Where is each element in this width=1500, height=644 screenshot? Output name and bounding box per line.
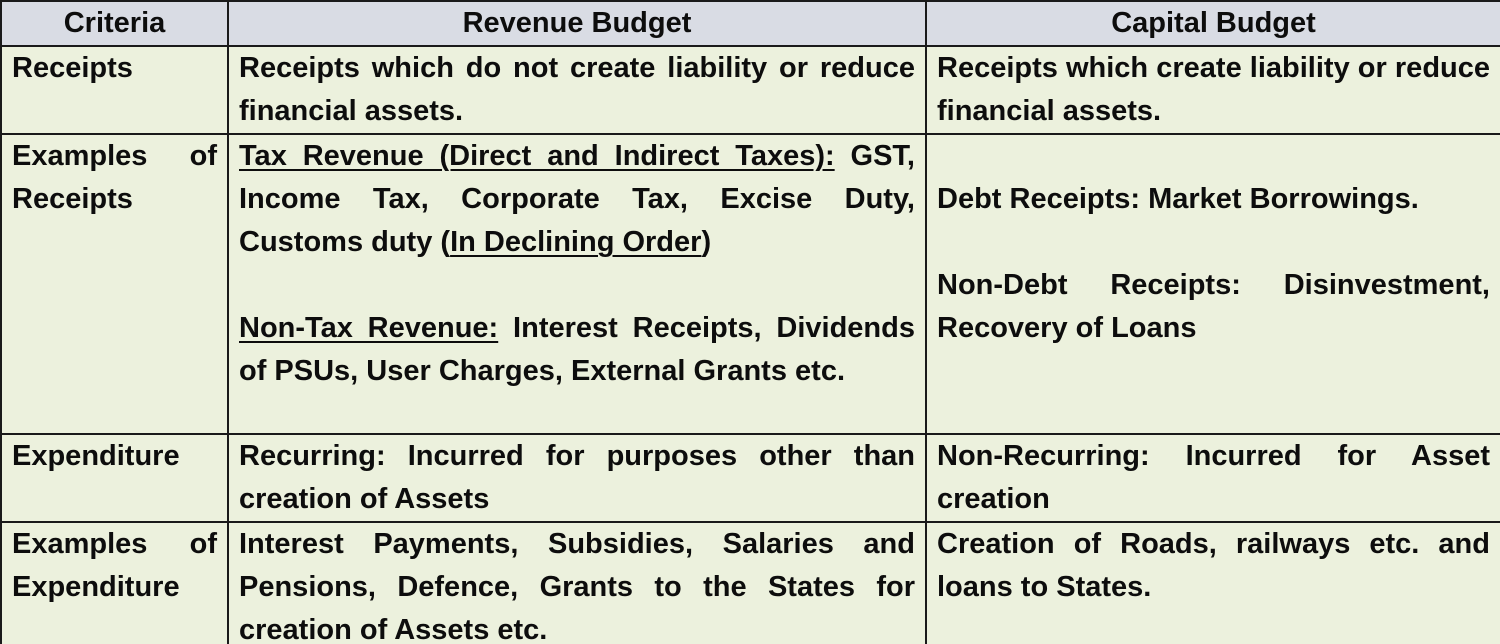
non-tax-revenue-items: Interest Receipts, Dividends of PSUs, User Charges, External Grants etc. [239, 312, 915, 387]
revenue-examples-of-receipts [228, 134, 926, 434]
criteria-examples-of-receipts: Examples of Receipts [1, 134, 228, 434]
capital-expenditure: Non-Recurring: Incurred for Asset creation [926, 434, 1500, 522]
paragraph-spacer [937, 221, 1490, 264]
capital-examples-of-receipts [926, 134, 1500, 434]
revenue-examples-of-expenditure: Interest Payments, Subsidies, Salaries and Pensions, Defence, Grants to the States for creation of Assets etc. [228, 522, 926, 644]
tax-revenue-heading: Tax Revenue (Direct and Indirect Taxes): [239, 140, 835, 172]
table-row-examples-of-expenditure [1, 522, 1500, 644]
tax-revenue-close: ) [701, 226, 712, 258]
header-capital-budget: Capital Budget [926, 1, 1500, 46]
declining-order-note: In Declining Order [450, 226, 702, 258]
non-tax-revenue-paragraph [239, 307, 915, 393]
header-revenue-budget: Revenue Budget [228, 1, 926, 46]
revenue-receipts: Receipts which do not create liability or reduce financial assets. [228, 46, 926, 134]
capital-examples-of-expenditure: Creation of Roads, railways etc. and loans to States. [926, 522, 1500, 644]
debt-receipts-text: Debt Receipts: Market Borrowings. [937, 183, 1419, 215]
header-criteria: Criteria [1, 1, 228, 46]
non-tax-revenue-heading: Non-Tax Revenue: [239, 312, 499, 344]
non-debt-receipts-text: Non-Debt Receipts: Disinvestment, Recovery of Loans [937, 269, 1490, 344]
capital-receipts: Receipts which create liability or reduce financial assets. [926, 46, 1500, 134]
tax-revenue-items: GST, Income Tax, Corporate Tax, Excise Duty, Customs duty ( [239, 140, 915, 258]
revenue-expenditure: Recurring: Incurred for purposes other than creation of Assets [228, 434, 926, 522]
table-row-receipts [1, 46, 1500, 134]
tax-revenue-paragraph [239, 135, 915, 264]
criteria-receipts: Receipts [1, 46, 228, 134]
criteria-examples-of-expenditure: Examples of Expenditure [1, 522, 228, 644]
paragraph-spacer [239, 264, 915, 307]
criteria-expenditure: Expenditure [1, 434, 228, 522]
header-row [1, 1, 1500, 46]
table-row-examples-of-receipts [1, 134, 1500, 434]
table-row-expenditure [1, 434, 1500, 522]
